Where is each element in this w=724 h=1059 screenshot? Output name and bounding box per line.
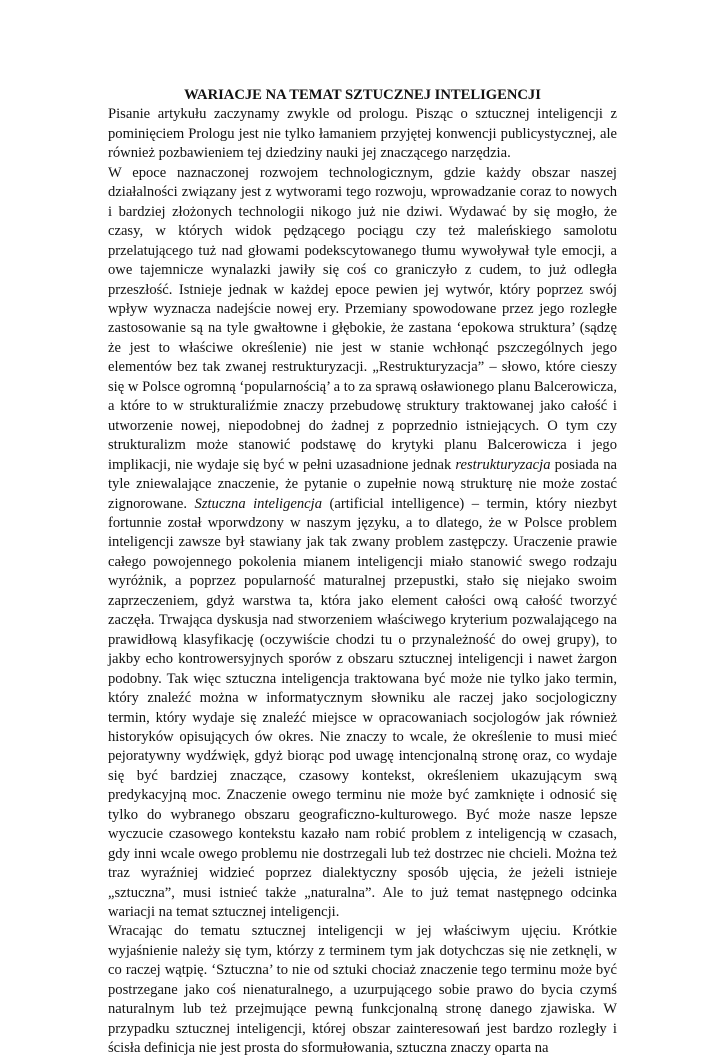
document-title: WARIACJE NA TEMAT SZTUCZNEJ INTELIGENCJI	[184, 87, 541, 103]
paragraph-epoch-text: W epoce naznaczonej rozwojem technologicznym, gdzie każdy obszar naszej działalności związany jest z wytworami tego rozwoju, wprowadzanie coraz to nowych i bardziej złożonych technologii nikogo już nie dziwi. Wydawać by się mogło, że czasy, w których widok pędzącego pociągu czy też maleńskiego samolotu przelatującego tuż nad głowami podekscytowanego tłumu wywoływał tyle emocji, a owe tajemnicze wynalazki jawiły się coś co graniczyło z cudem, to już odległa przeszłość. Istnieje jednak w każdej epoce pewien jej wytwór, który poprzez swój wpływ wyznacza nadejście nowej ery. Przemiany spowodowane przez jego rozległe zastosowanie są na tyle gwałtowne i głębokie, że zastana ‘epokowa struktura’ (sądzę że jest to właściwe określenie) nie jest w stanie wchłonąć pszczególnych jego elementów bez tak zwanej restrukturyzacji. „Restrukturyzacja” – słowo, które cieszy się w Polsce ogromną ‘popularnością’ a to za sprawą osławionego planu Balcerowicza, a które to w strukturaliźmie znaczy przebudowę struktury traktowanej jako całość i utworzenie nowej, niepodobnej do żadnej z poprzednio istniejących. O tym czy strukturalizm może stanowić podstawę do krytyki planu Balcerowicza i jego implikacji, nie wydaje się być w pełni uzasadnione jednak	[108, 164, 617, 473]
italic-term-sztuczna-inteligencja: Sztuczna inteligencja	[194, 495, 322, 512]
paragraph-epoch	[108, 164, 617, 923]
document-page	[108, 86, 617, 1059]
paragraph-intro: Pisanie artykułu zaczynamy zwykle od prologu. Pisząc o sztucznej inteligencji z pominięciem Prologu jest nie tylko łamaniem przyjętej konwencji publicystycznej, ale również pozbawieniem tej dziedziny nauki jej znaczącego narzędzia.	[108, 106, 617, 162]
italic-term-restrukturyzacja: restrukturyzacja	[455, 456, 551, 473]
paragraph-epoch-text-3: (artificial intelligence) – termin, który niezbyt fortunnie został wporwdzony w naszym języku, a to dlatego, że w Polsce problem inteligencji zawsze był stawiany jak tak zwany problem zastępczy. Uraczenie prawie całego powojennego pokolenia mianem inteligencji miało stanowić swego rodzaju wyróżnik, a poprzez popularność maturalnej przepustki, stało się niejako swoim zaprzeczeniem, gdyż warstwa ta, która jako element całości ową całość tworzyć zaczęła. Trwająca dyskusja nad stworzeniem właściwego kryterium pozwalającego na prawidłową klasyfikację (oczywiście chodzi tu o przynależność do owej grupy), to jakby echo kontrowersyjnych sporów z obszaru sztucznej inteligencji i nawet żargon podobny. Tak więc sztuczna inteligencja traktowana być może nie tylko jako termin, który znaleźć można w informatycznym słowniku ale raczej jako socjologiczny termin, który wydaje się znaleźć miejsce w opracowaniach socjologów jak również historyków opisujących ów okres. Nie znaczy to wcale, że określenie to musi mieć pejoratywny wydźwięk, gdyż biorąc pod uwagę intencjonalną stronę oraz, co wydaje się być bardziej znaczące, czasowy kontekst, określeniem ukazującym swą predykacyjną moc. Znaczenie owego terminu nie może być zamknięte i odnosić się tylko do wybranego obszaru geograficzno-kulturowego. Być może nasze lepsze wyczucie czasowego kontekstu kazało nam robić problem z inteligencją w czasach, gdy inni wcale owego problemu nie dostrzegali lub też dostrzec nie chcieli. Można też traz wyraźniej widzieć poprzez dialektyczny sposób ujęcia, że jeżeli istnieje „sztuczna”, musi istnieć także „naturalna”. Ale to już temat następnego odcinka wariacji na temat sztucznej inteligencji.	[108, 495, 617, 921]
paragraph-epoch-text-2: posiada na tyle zniewalające znaczenie, że pytanie o zupełnie nową strukturę nie może zostać zignorowane.	[108, 456, 617, 512]
paragraph-definition: Wracając do tematu sztucznej inteligencji w jej właściwym ujęciu. Krótkie wyjaśnienie należy się tym, którzy z terminem tym jak dotychczas się nie zetknęli, w co raczej wątpię. ‘Sztuczna’ to nie od sztuki chociaż znaczenie tego terminu może być postrzegane jako coś nienaturalnego, a uzurpującego sobie prawo do bycia czymś naturalnym lub też przejmujące pewną funkcjonalną stronę danego zjawiska. W przypadku sztucznej inteligencji, której obszar zainteresowań jest bardzo rozległy i ścisła definicja nie jest prosta do sformułowania, sztuczna znaczy oparta na	[108, 923, 617, 1057]
